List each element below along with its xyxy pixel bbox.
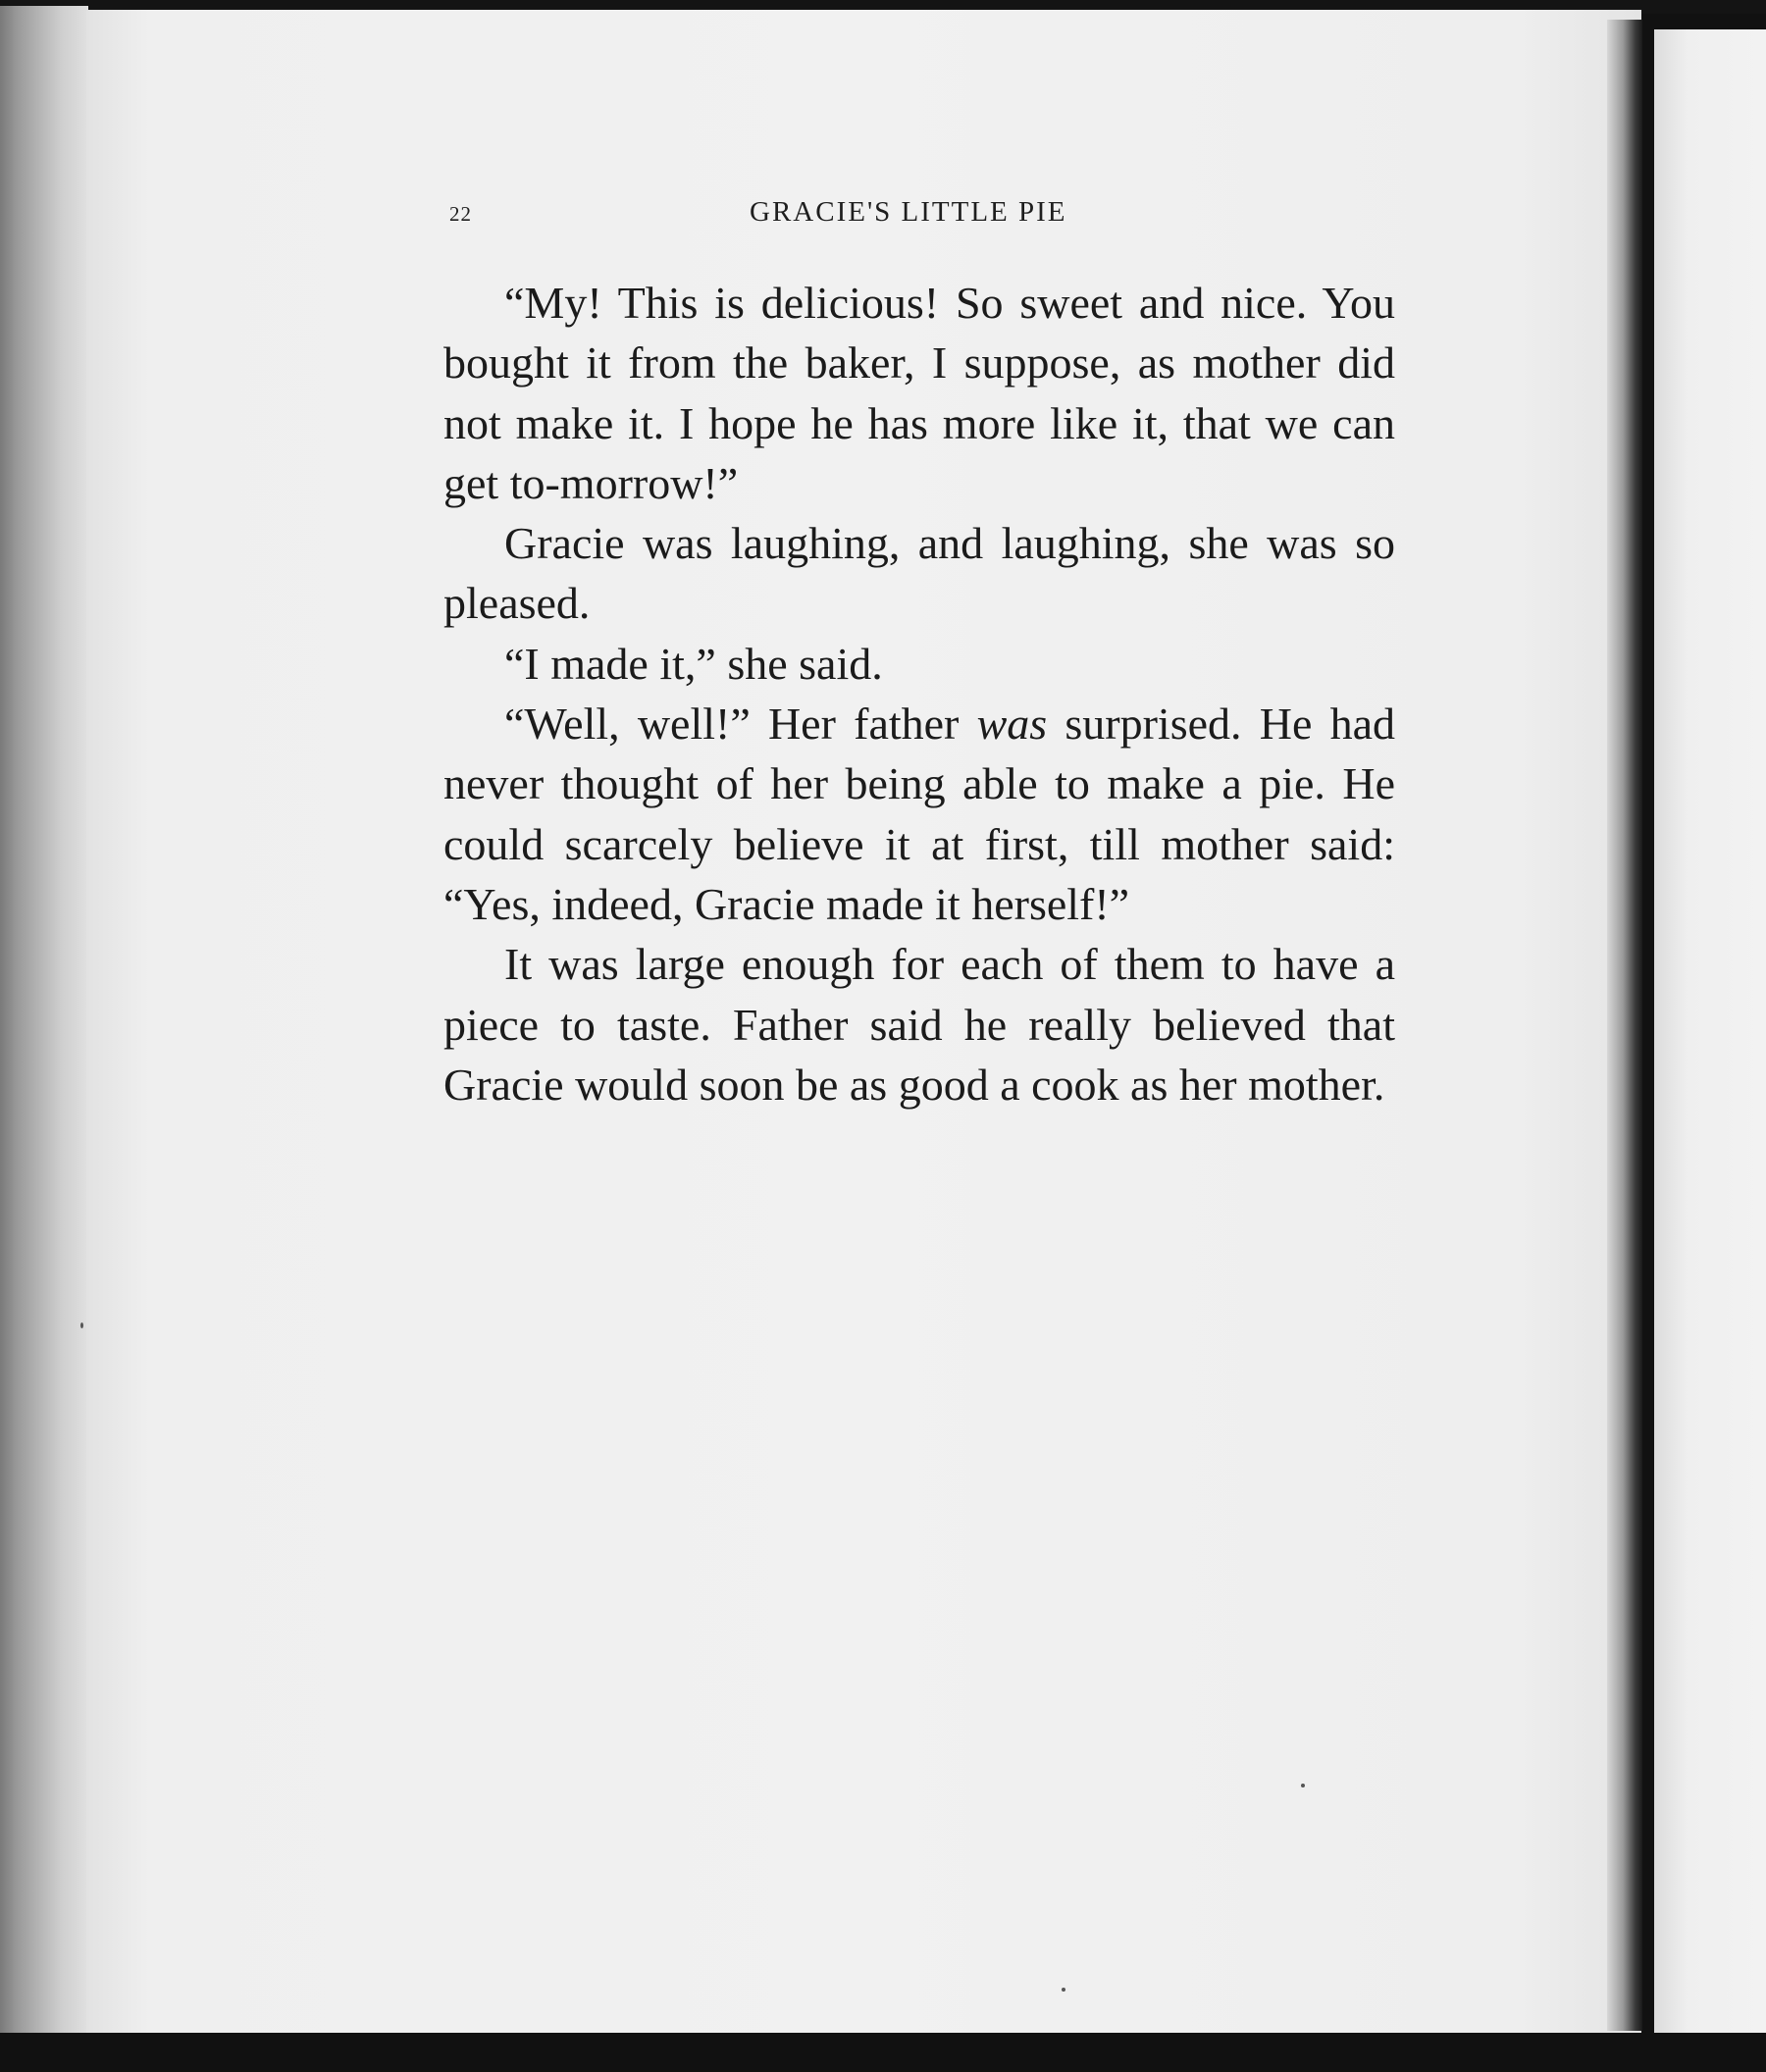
running-head <box>449 196 1411 235</box>
running-title: GRACIE'S LITTLE PIE <box>750 196 1067 228</box>
dust-speck <box>1062 1988 1065 1992</box>
paragraph-text: Gracie was laughing, and laughing, she was so pleased. <box>443 518 1395 629</box>
paragraph <box>443 634 1395 694</box>
paragraph-text: “Well, well!” Her father <box>504 699 977 750</box>
page-number: 22 <box>449 202 472 226</box>
paragraph-text: It was large enough for each of them to have a piece to taste. Father said he really believed that Gracie would soon be as good a cook as her mother. <box>443 939 1395 1110</box>
dust-speck <box>80 1322 83 1328</box>
paragraph-text: “My! This is delicious! So sweet and nice. You bought it from the baker, I suppose, as mother did not make it. I hope he has more like it, that we can get to-morrow!” <box>443 278 1395 508</box>
emphasis-text: was <box>976 699 1048 750</box>
scan-bottom-border <box>0 2033 1766 2072</box>
paragraph-text: “I made it,” she said. <box>504 638 883 689</box>
body-text <box>443 273 1395 1114</box>
page-stack-edge <box>0 6 88 2035</box>
book-gutter <box>1607 20 1642 2031</box>
paragraph <box>443 273 1395 513</box>
paragraph-text: surprised. He had never thought of her being able to make a pie. He could scarcely believe it at first, till mother said: “Yes, indeed, Gracie made it herself!” <box>443 699 1395 929</box>
dust-speck <box>1301 1784 1305 1787</box>
right-page-edge <box>1654 29 1766 2036</box>
paragraph <box>443 513 1395 634</box>
paragraph <box>443 934 1395 1114</box>
paragraph <box>443 694 1395 934</box>
